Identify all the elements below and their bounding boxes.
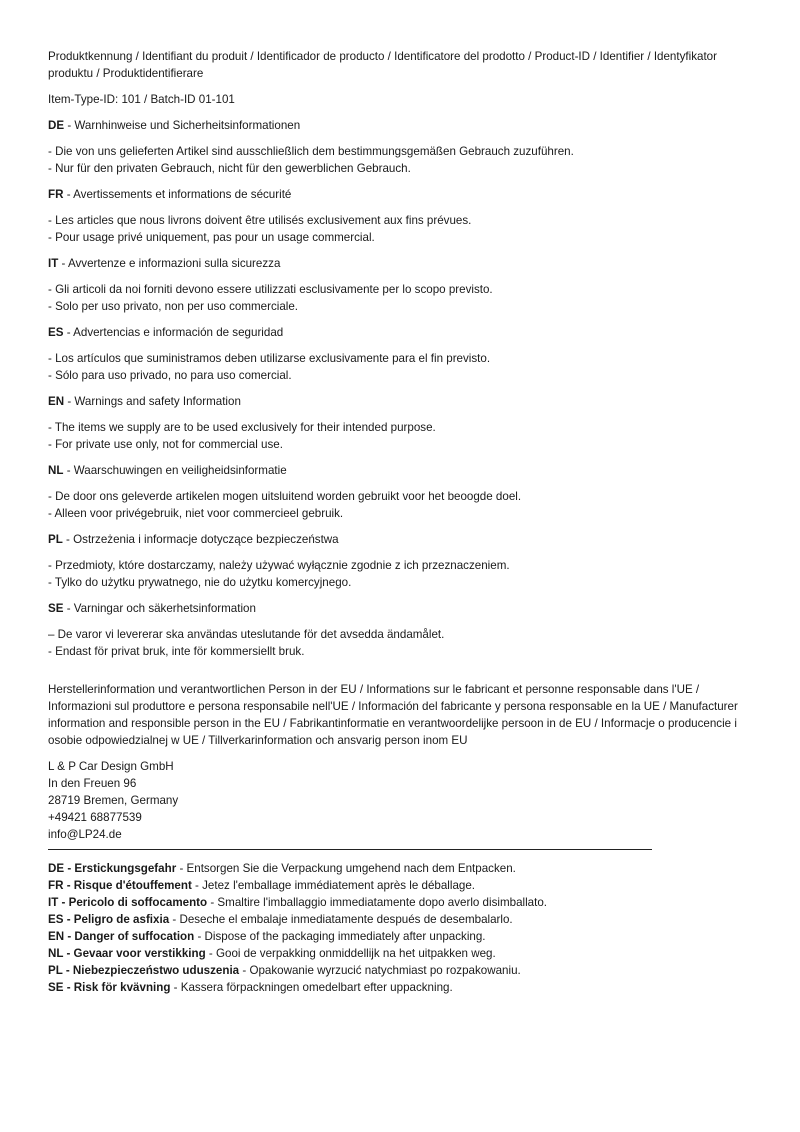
section-line: - Przedmioty, które dostarczamy, należy używać wyłącznie zgodnie z ich przeznaczeniem. — [48, 559, 510, 572]
manufacturer-heading: Herstellerinformation und verantwortlichen Person in der EU / Informations sur le fabricant et personne responsable dans l'UE / Informazioni sul produttore e persona responsabile nell'UE / Información del fabricante y persona responsable en la UE / Manufacturer information and responsible person in the EU / Fabrikantinformatie en verantwoordelijke persoon in de EU / Informacje o producencie i osobie odpowiedzialnej w UE / Tillverkarinformation och ansvarig person inom EU — [48, 683, 738, 747]
section-es — [48, 324, 760, 384]
phone-number: +49421 68877539 — [48, 811, 142, 824]
warning-label: - Gevaar voor verstikking — [63, 947, 206, 960]
warning-text: - Deseche el embalaje inmediatamente después de desembalarlo. — [169, 913, 513, 926]
section-line: - De door ons geleverde artikelen mogen uitsluitend worden gebruikt voor het beoogde doel. — [48, 490, 522, 503]
section-line: - Los artículos que suministramos deben utilizarse exclusivamente para el fin previsto. — [48, 352, 491, 365]
suffocation-line-es — [48, 911, 760, 928]
language-code: EN — [48, 930, 65, 943]
warning-text: - Kassera förpackningen omedelbart efter uppackning. — [170, 981, 453, 994]
city-address: 28719 Bremen, Germany — [48, 794, 179, 807]
warning-text: - Smaltire l'imballaggio immediatamente dopo averlo disimballato. — [207, 896, 548, 909]
section-title: - Varningar och säkerhetsinformation — [63, 602, 256, 615]
section-en — [48, 393, 760, 453]
warning-label: - Danger of suffocation — [64, 930, 195, 943]
language-code: EN — [48, 395, 65, 408]
section-line: - The items we supply are to be used exclusively for their intended purpose. — [48, 421, 436, 434]
language-code: PL — [48, 964, 63, 977]
language-code: NL — [48, 947, 64, 960]
company-name: L & P Car Design GmbH — [48, 760, 174, 773]
warning-label: - Pericolo di soffocamento — [58, 896, 208, 909]
section-title: - Avertissements et informations de sécurité — [63, 188, 292, 201]
suffocation-line-en — [48, 928, 760, 945]
section-heading — [48, 531, 760, 548]
section-title: - Waarschuwingen en veiligheidsinformatie — [63, 464, 287, 477]
language-code: SE — [48, 602, 64, 615]
section-line: - Endast för privat bruk, inte för kommersiellt bruk. — [48, 645, 305, 658]
section-line: – De varor vi levererar ska användas uteslutande för det avsedda ändamålet. — [48, 628, 445, 641]
section-title: - Advertencias e información de seguridad — [63, 326, 284, 339]
document — [48, 48, 760, 996]
email-address: info@LP24.de — [48, 828, 122, 841]
warning-text: - Jetez l'emballage immédiatement après le déballage. — [191, 879, 476, 892]
section-title: - Warnings and safety Information — [64, 395, 241, 408]
section-title: - Avvertenze e informazioni sulla sicurezza — [58, 257, 281, 270]
product-identifier-heading: Produktkennung / Identifiant du produit / Identificador de producto / Identificatore del prodotto / Product-ID / Identifier / Identyfikator produktu / Produktidentifierare — [48, 50, 717, 80]
section-line: - For private use only, not for commercial use. — [48, 438, 283, 451]
suffocation-line-nl — [48, 945, 760, 962]
section-fr — [48, 186, 760, 246]
section-line: - Solo per uso privato, non per uso commerciale. — [48, 300, 299, 313]
suffocation-line-fr — [48, 877, 760, 894]
language-code: FR — [48, 879, 64, 892]
suffocation-line-de — [48, 860, 760, 877]
language-code: DE — [48, 862, 65, 875]
suffocation-warnings — [48, 860, 760, 996]
section-heading — [48, 600, 760, 617]
suffocation-line-pl — [48, 962, 760, 979]
language-code: NL — [48, 464, 64, 477]
section-heading — [48, 393, 760, 410]
section-line: - Sólo para uso privado, no para uso comercial. — [48, 369, 292, 382]
section-title: - Warnhinweise und Sicherheitsinformationen — [64, 119, 301, 132]
section-line: - Gli articoli da noi forniti devono essere utilizzati esclusivamente per lo scopo previsto. — [48, 283, 493, 296]
street-address: In den Freuen 96 — [48, 777, 137, 790]
divider-line — [48, 849, 652, 850]
manufacturer-address — [48, 758, 760, 843]
section-pl — [48, 531, 760, 591]
section-line: - Die von uns gelieferten Artikel sind ausschließlich dem bestimmungsgemäßen Gebrauch zuzuführen. — [48, 145, 574, 158]
section-it — [48, 255, 760, 315]
warning-text: - Entsorgen Sie die Verpackung umgehend nach dem Entpacken. — [176, 862, 516, 875]
language-code: FR — [48, 188, 64, 201]
section-heading — [48, 117, 760, 134]
warning-text: - Opakowanie wyrzucić natychmiast po rozpakowaniu. — [239, 964, 521, 977]
section-heading — [48, 255, 760, 272]
suffocation-line-it — [48, 894, 760, 911]
language-code: ES — [48, 326, 64, 339]
warning-label: - Risk för kvävning — [63, 981, 171, 994]
section-line: - Tylko do użytku prywatnego, nie do użytku komercyjnego. — [48, 576, 352, 589]
section-nl — [48, 462, 760, 522]
language-code: DE — [48, 119, 65, 132]
section-heading — [48, 186, 760, 203]
language-code: SE — [48, 981, 64, 994]
language-code: ES — [48, 913, 64, 926]
section-line: - Alleen voor privégebruik, niet voor commercieel gebruik. — [48, 507, 344, 520]
warning-label: - Risque d'étouffement — [63, 879, 192, 892]
section-heading — [48, 462, 760, 479]
language-code: IT — [48, 896, 59, 909]
section-line: - Pour usage privé uniquement, pas pour un usage commercial. — [48, 231, 375, 244]
warning-text: - Gooi de verpakking onmiddellijk na het uitpakken weg. — [205, 947, 496, 960]
section-line: - Nur für den privaten Gebrauch, nicht für den gewerblichen Gebrauch. — [48, 162, 411, 175]
warning-label: - Niebezpieczeństwo uduszenia — [62, 964, 240, 977]
section-title: - Ostrzeżenia i informacje dotyczące bezpieczeństwa — [62, 533, 339, 546]
language-code: PL — [48, 533, 63, 546]
warning-label: - Peligro de asfixia — [63, 913, 170, 926]
warning-label: - Erstickungsgefahr — [64, 862, 177, 875]
language-code: IT — [48, 257, 59, 270]
section-se — [48, 600, 760, 660]
warning-text: - Dispose of the packaging immediately after unpacking. — [194, 930, 486, 943]
item-type-line: Item-Type-ID: 101 / Batch-ID 01-101 — [48, 93, 235, 106]
section-line: - Les articles que nous livrons doivent être utilisés exclusivement aux fins prévues. — [48, 214, 472, 227]
suffocation-line-se — [48, 979, 760, 996]
section-heading — [48, 324, 760, 341]
section-de — [48, 117, 760, 177]
